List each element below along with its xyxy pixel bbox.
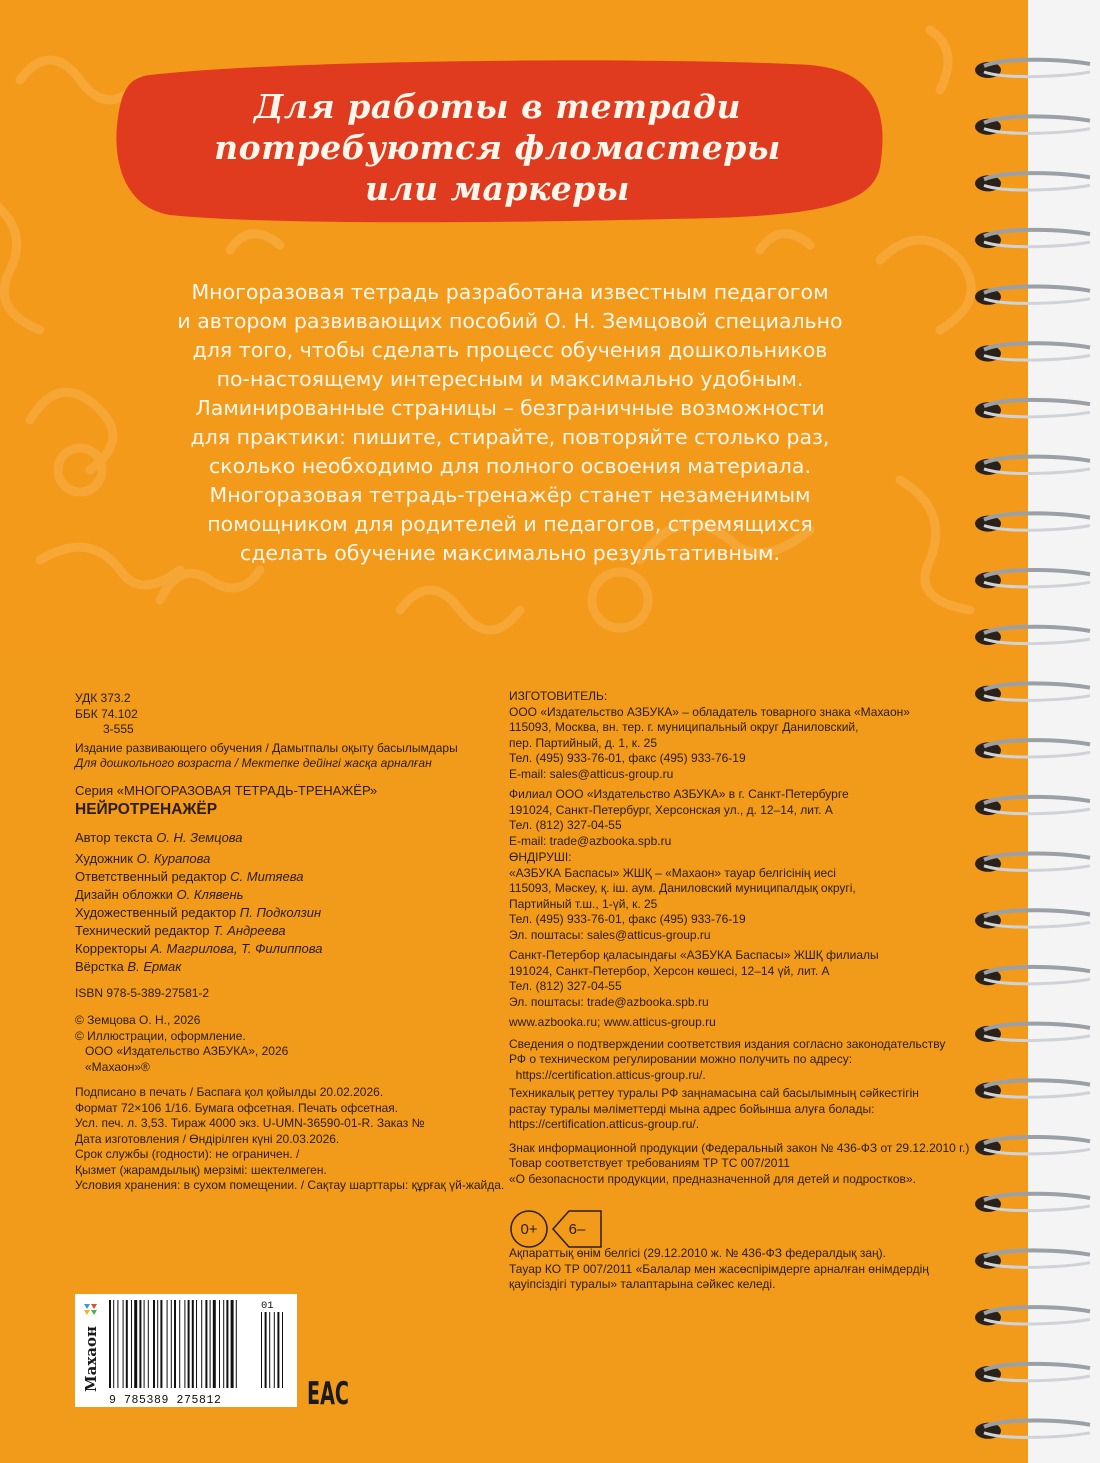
- info-sign-ru-line: Товар соответствует требованиям ТР ТС 007/2011: [509, 1156, 790, 1170]
- barcode-bar: [196, 1300, 197, 1388]
- barcode-addon-bar: [261, 1312, 262, 1388]
- banner-line: Для работы в тетради: [254, 87, 741, 126]
- author-name: О. Н. Земцова: [156, 829, 243, 845]
- banner-line: или маркеры: [365, 169, 630, 208]
- producer-kz-line: ӨНДІРУШІ:: [509, 850, 572, 864]
- barcode-addon-digits: 01: [261, 1300, 274, 1312]
- barcode-bar: [113, 1300, 114, 1388]
- credit-name: О. Клявень: [176, 886, 244, 902]
- description-line: по-настоящему интересным и максимально удобным.: [216, 367, 804, 391]
- barcode-bar: [201, 1300, 202, 1388]
- credit-role: Художник: [75, 850, 133, 866]
- author-code: 3-555: [103, 722, 134, 736]
- credit-name: О. Курапова: [136, 850, 211, 866]
- description-line: для практики: пишите, стирайте, повторяйте столько раз,: [190, 425, 830, 449]
- spiral-ring: [975, 1137, 1090, 1155]
- branch-kz-line: Эл. поштасы: trade@azbooka.spb.ru: [509, 994, 709, 1009]
- spiral-ring: [975, 60, 1090, 78]
- bbk: ББК 74.102: [75, 706, 138, 721]
- spiral-ring: [975, 854, 1090, 872]
- producer-kz-block: [509, 850, 989, 943]
- copyright-line: © Земцова О. Н., 2026: [75, 1013, 201, 1027]
- description-line: Ламинированные страницы – безграничные возможности: [195, 396, 825, 420]
- credit-role: Ответственный редактор: [75, 868, 227, 884]
- spiral-ring: [975, 400, 1090, 418]
- series-label: Серия «МНОГОРАЗОВАЯ ТЕТРАДЬ-ТРЕНАЖЁР»: [75, 782, 378, 798]
- spiral-ring: [975, 740, 1090, 758]
- barcode-bar: [126, 1300, 128, 1388]
- barcode-bar: [174, 1300, 176, 1388]
- credit-role: Художественный редактор: [75, 904, 237, 920]
- branch-kz-line: Тел. (812) 327-04-55: [509, 979, 622, 993]
- spiral-ring: [975, 570, 1090, 588]
- credit-row: [75, 958, 495, 976]
- barcode-bar: [226, 1300, 228, 1388]
- credit-name: В. Ермак: [127, 958, 182, 974]
- barcode-bar: [134, 1300, 137, 1388]
- author-role: Автор текста: [75, 829, 153, 845]
- spiral-ring: [975, 457, 1090, 475]
- barcode-bar: [109, 1300, 111, 1388]
- manufacturer-line: E-mail: sales@atticus-group.ru: [509, 766, 674, 781]
- certification-kz-line: https://certification.atticus-group.ru/.: [509, 1117, 700, 1131]
- credit-name: Т. Андреева: [213, 922, 286, 938]
- manufacturer-line: ООО «Издательство АЗБУКА» – обладатель товарного знака «Махаон»: [509, 704, 910, 719]
- author-credit: [75, 829, 495, 847]
- barcode-addon-bar: [274, 1312, 275, 1388]
- copyright-line: © Иллюстрации, оформление.: [75, 1028, 246, 1043]
- barcode-graphic: [75, 1294, 297, 1407]
- copyright-line: ООО «Издательство АЗБУКА», 2026: [75, 1044, 289, 1058]
- isbn: ISBN 978-5-389-27581-2: [75, 985, 210, 1000]
- spiral-ring: [975, 967, 1090, 985]
- info-sign-kz-line: Ақпараттық өнім белгісі (29.12.2010 ж. № 436-ФЗ федералдық заң).: [509, 1246, 886, 1260]
- branch-kz-line: 191024, Санкт-Петербор, Херсон көшесі, 12–14 үй, лит. А: [509, 963, 830, 978]
- barcode-bar: [157, 1300, 158, 1388]
- eac-mark-icon: [307, 1373, 349, 1412]
- info-sign-ru-block: [509, 1141, 989, 1188]
- banner: [110, 57, 885, 227]
- spiral-ring: [975, 173, 1090, 191]
- eac-label: EAC: [307, 1376, 349, 1412]
- spiral-ring: [975, 1080, 1090, 1098]
- spiral-ring: [975, 116, 1090, 134]
- branch-kz-line: Санкт-Петербор қаласындағы «АЗБУКА Баспасы» ЖШҚ филиалы: [509, 948, 879, 962]
- barcode-bar: [213, 1300, 216, 1388]
- credit-role: Технический редактор: [75, 922, 210, 938]
- producer-kz-line: Эл. поштасы: sales@atticus-group.ru: [509, 927, 711, 942]
- description-line: Многоразовая тетрадь разработана известным педагогом: [191, 280, 829, 304]
- barcode-bar: [184, 1300, 185, 1388]
- description-line: сделать обучение максимально результативным.: [239, 541, 781, 565]
- branch-line: Филиал ООО «Издательство АЗБУКА» в г. Санкт-Петербурге: [509, 787, 849, 801]
- barcode-addon-bar: [282, 1312, 283, 1388]
- manufacturer-line: пер. Партийный, д. 1, к. 25: [509, 735, 658, 750]
- barcode-bar: [131, 1300, 132, 1388]
- barcode-bar: [144, 1300, 145, 1388]
- imprint-line: Қызмет (жарамдылық) мерзімі: шектелмеген.: [75, 1162, 327, 1177]
- spiral-ring: [975, 910, 1090, 928]
- branch-line: 191024, Санкт-Петербург, Херсонская ул., д. 12–14, лит. А: [509, 802, 833, 817]
- imprint-line: Подписано в печать / Баспаға қол қойылды 20.02.2026.: [75, 1085, 384, 1099]
- barcode-bar: [219, 1300, 220, 1388]
- description-line: помощником для родителей и педагогов, стремящихся: [207, 512, 813, 536]
- credit-row: [75, 904, 495, 922]
- imprint-line: Дата изготовления / Өндірілген күні 20.03.2026.: [75, 1131, 340, 1146]
- spiral-binding: [968, 0, 1100, 1463]
- imprint-right-column: [509, 689, 989, 1293]
- producer-kz-line: Партийный т.ш., 1-үй, к. 25: [509, 896, 658, 911]
- description: [100, 278, 920, 568]
- age-rating-label: 0+: [520, 1221, 538, 1238]
- barcode-bar: [188, 1300, 190, 1388]
- imprint-line: Усл. печ. л. 3,53. Тираж 4000 экз. U-UMN-36590-01-R. Заказ №: [75, 1116, 425, 1130]
- spiral-ring: [975, 230, 1090, 248]
- spiral-ring: [975, 343, 1090, 361]
- manufacturer-line: ИЗГОТОВИТЕЛЬ:: [509, 689, 608, 703]
- brand-name: Махаон: [82, 1326, 100, 1392]
- barcode-bar: [171, 1300, 172, 1388]
- barcode-bar: [179, 1300, 180, 1388]
- barcode-addon-bar: [265, 1312, 267, 1388]
- copyright-line: «Махаон»®: [75, 1059, 150, 1074]
- info-sign-kz-line: Тауар КО ТР 007/2011 «Балалар мен жасөспірімдерге арналған өнімдердің: [509, 1261, 929, 1276]
- barcode-bar: [236, 1300, 237, 1388]
- certification-ru-line: https://certification.atticus-group.ru/.: [509, 1067, 706, 1082]
- brand-mark-icon: [84, 1304, 97, 1315]
- barcode-bar: [223, 1300, 224, 1388]
- barcode-bar: [231, 1300, 234, 1388]
- spiral-ring: [975, 797, 1090, 815]
- spiral-ring: [975, 1024, 1090, 1042]
- spiral-ring: [975, 1250, 1090, 1268]
- udk: УДК 373.2: [75, 691, 131, 705]
- age-rating-badges: [509, 1208, 609, 1250]
- certification-kz-block: [509, 1086, 989, 1133]
- credit-row: [75, 886, 495, 904]
- imprint-line: Условия хранения: в сухом помещении. / Сақтау шарттары: құрғақ үй-жайда.: [75, 1178, 505, 1192]
- barcode-bar: [210, 1300, 211, 1388]
- credit-row: [75, 922, 495, 940]
- edition-type: Издание развивающего обучения / Дамытпалы оқыту басылымдары: [75, 740, 458, 755]
- imprint-block: [75, 1085, 505, 1194]
- credit-name: П. Подколзин: [239, 904, 322, 920]
- credit-row: [75, 940, 495, 958]
- series-title: НЕЙРОТРЕНАЖЁР: [75, 800, 218, 818]
- spiral-ring: [975, 1194, 1090, 1212]
- spiral-ring: [975, 627, 1090, 645]
- barcode-addon-bar: [277, 1312, 279, 1388]
- spiral-ring: [975, 1307, 1090, 1325]
- barcode-bar: [153, 1300, 155, 1388]
- credit-row: [75, 868, 495, 886]
- edition-age: Для дошкольного возраста / Мектепке дейінгі жасқа арналған: [75, 756, 432, 770]
- credits-list: [75, 850, 495, 976]
- certification-ru-line: РФ о техническом регулировании можно получить по адресу:: [509, 1052, 853, 1066]
- imprint-left-column: [75, 691, 505, 1194]
- description-line: сколько необходимо для полного освоения материала.: [209, 454, 811, 478]
- brand-logo: [79, 1300, 101, 1400]
- spiral-ring: [975, 513, 1090, 531]
- manufacturer-line: Тел. (495) 933-76-01, факс (495) 933-76-19: [509, 751, 746, 765]
- credit-role: Корректоры: [75, 940, 147, 956]
- description-line: и автором развивающих пособий О. Н. Земцовой специально: [177, 309, 843, 333]
- producer-kz-line: Тел. (495) 933-76-01, факс (495) 933-76-19: [509, 912, 746, 926]
- barcode-bar: [117, 1300, 118, 1388]
- branch-line: Тел. (812) 327-04-55: [509, 818, 622, 832]
- barcode-bar: [123, 1300, 124, 1388]
- barcode-bar: [192, 1300, 194, 1388]
- banner-line: потребуются фломастеры: [214, 128, 781, 167]
- info-sign-kz-block: [509, 1246, 989, 1293]
- credit-name: А. Магрилова, Т. Филиппова: [150, 940, 323, 956]
- age-range-label: 6–: [568, 1221, 586, 1238]
- branch-block: [509, 787, 989, 849]
- barcode-bar: [205, 1300, 207, 1388]
- spiral-ring: [975, 287, 1090, 305]
- barcode-digits: 9 785389 275812: [109, 1394, 222, 1407]
- certification-ru-line: Сведения о подтверждении соответствия издания согласно законодательству: [509, 1036, 946, 1051]
- producer-kz-line: 115093, Мәскеу, қ. іш. аум. Даниловский муниципалдық округі,: [509, 881, 856, 895]
- spiral-ring: [975, 1421, 1090, 1439]
- info-sign-ru-line: «О безопасности продукции, предназначенной для детей и подростков».: [509, 1171, 916, 1186]
- credit-name: С. Митяева: [230, 868, 304, 884]
- barcode-bar: [167, 1300, 168, 1388]
- branch-line: E-mail: trade@azbooka.spb.ru: [509, 833, 672, 848]
- info-sign-kz-line: қауіпсіздігі туралы» талаптарына сәйкес келеді.: [509, 1277, 776, 1291]
- credit-role: Вёрстка: [75, 958, 124, 974]
- copyright-block: [75, 1013, 495, 1075]
- info-sign-ru-line: Знак информационной продукции (Федеральный закон № 436-ФЗ от 29.12.2010 г.): [509, 1140, 970, 1155]
- description-line: Многоразовая тетрадь-тренажёр станет незаменимым: [209, 483, 811, 507]
- producer-kz-line: «АЗБУКА Баспасы» ЖШҚ – «Махаон» тауар белгісінің иесі: [509, 865, 836, 880]
- manufacturer-block: [509, 689, 989, 782]
- imprint-line: Формат 72×106 1/16. Бумага офсетная. Печать офсетная.: [75, 1100, 399, 1115]
- credit-row: [75, 850, 495, 868]
- imprint-line: Срок службы (годности): не ограничен. /: [75, 1147, 300, 1161]
- spiral-ring: [975, 1364, 1090, 1382]
- certification-kz-line: растау туралы мәліметтерді мына адрес бойынша алуға болады:: [509, 1101, 875, 1116]
- barcode-bar: [148, 1300, 149, 1388]
- barcode-bar: [139, 1300, 141, 1388]
- barcode-bars: [109, 1300, 283, 1388]
- manufacturer-line: 115093, Москва, вн. тер. г. муниципальный округ Даниловский,: [509, 720, 859, 734]
- barcode-addon-bar: [269, 1312, 270, 1388]
- spiral-ring: [975, 683, 1090, 701]
- description-line: для того, чтобы сделать процесс обучения дошкольников: [192, 338, 828, 362]
- certification-ru-block: [509, 1037, 989, 1084]
- certification-kz-line: Техникалық реттеу туралы РФ заңнамасына сай басылымның сәйкестігін: [509, 1086, 919, 1100]
- credit-role: Дизайн обложки: [75, 886, 173, 902]
- websites: www.azbooka.ru; www.atticus-group.ru: [509, 1015, 716, 1029]
- barcode: [75, 1294, 297, 1407]
- branch-kz-block: [509, 948, 989, 1010]
- barcode-bar: [160, 1300, 162, 1388]
